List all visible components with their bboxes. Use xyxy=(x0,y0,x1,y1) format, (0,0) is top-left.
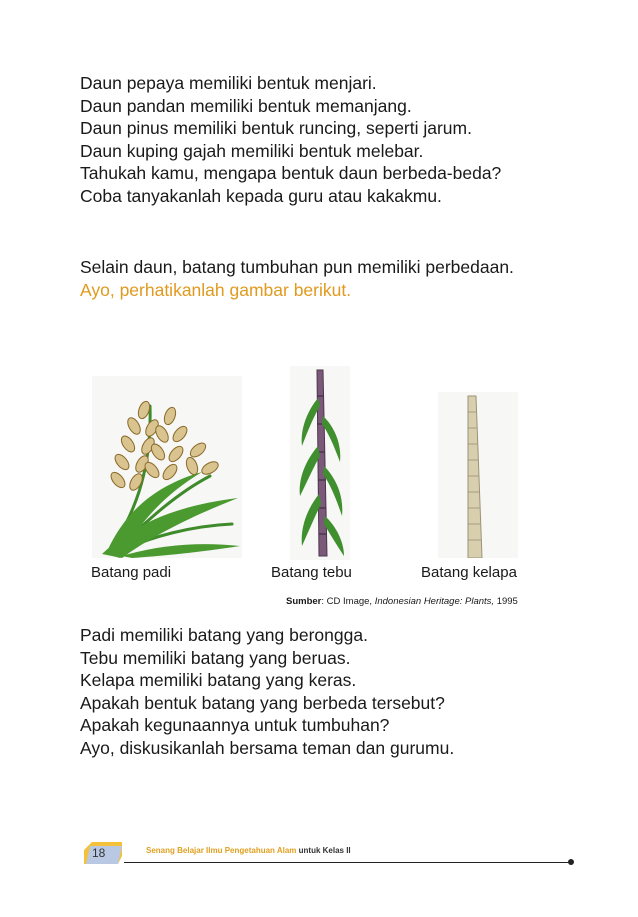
intro-line: Daun pandan memiliki bentuk memanjang. xyxy=(80,95,412,116)
closing-line: Apakah bentuk batang yang berbeda tersebut? xyxy=(80,692,445,713)
closing-line: Ayo, diskusikanlah bersama teman dan gurumu. xyxy=(80,737,455,758)
intro-line: Daun kuping gajah memiliki bentuk melebar. xyxy=(80,140,424,161)
closing-line: Tebu memiliki batang yang beruas. xyxy=(80,647,351,668)
footer-rule-dot xyxy=(568,859,574,865)
footer-title-rest: untuk Kelas II xyxy=(296,846,351,855)
closing-paragraph xyxy=(80,624,454,759)
source-label: Sumber xyxy=(286,596,322,607)
sugarcane-stalk-image xyxy=(290,366,350,560)
source-title: Indonesian Heritage: Plants, xyxy=(374,596,495,607)
source-year: 1995 xyxy=(494,596,518,607)
source-text: : CD Image, xyxy=(321,596,375,607)
caption-coconut: Batang kelapa xyxy=(421,564,517,581)
closing-line: Padi memiliki batang yang berongga. xyxy=(80,625,368,645)
transition-line: Selain daun, batang tumbuhan pun memiliki perbedaan. xyxy=(80,257,514,277)
footer-title xyxy=(146,846,351,855)
footer-rule xyxy=(124,862,572,863)
page-number: 18 xyxy=(92,846,106,860)
intro-paragraph xyxy=(80,72,501,207)
closing-line: Apakah kegunaannya untuk tumbuhan? xyxy=(80,715,390,735)
rice-stalk-image xyxy=(92,376,242,558)
intro-line: Coba tanyakanlah kepada guru atau kakakmu. xyxy=(80,185,442,206)
caption-rice: Batang padi xyxy=(91,564,172,581)
footer-title-colored: Senang Belajar Ilmu Pengetahuan Alam xyxy=(146,846,297,855)
transition-paragraph xyxy=(80,256,514,301)
image-source xyxy=(286,596,518,607)
caption-sugarcane: Batang tebu xyxy=(271,564,352,581)
intro-line: Daun pepaya memiliki bentuk menjari. xyxy=(80,73,377,93)
instruction-line: Ayo, perhatikanlah gambar berikut. xyxy=(80,279,352,300)
closing-line: Kelapa memiliki batang yang keras. xyxy=(80,670,357,690)
intro-line: Daun pinus memiliki bentuk runcing, seperti jarum. xyxy=(80,118,472,138)
coconut-trunk-image xyxy=(438,392,518,558)
intro-line: Tahukah kamu, mengapa bentuk daun berbeda-beda? xyxy=(80,163,502,183)
